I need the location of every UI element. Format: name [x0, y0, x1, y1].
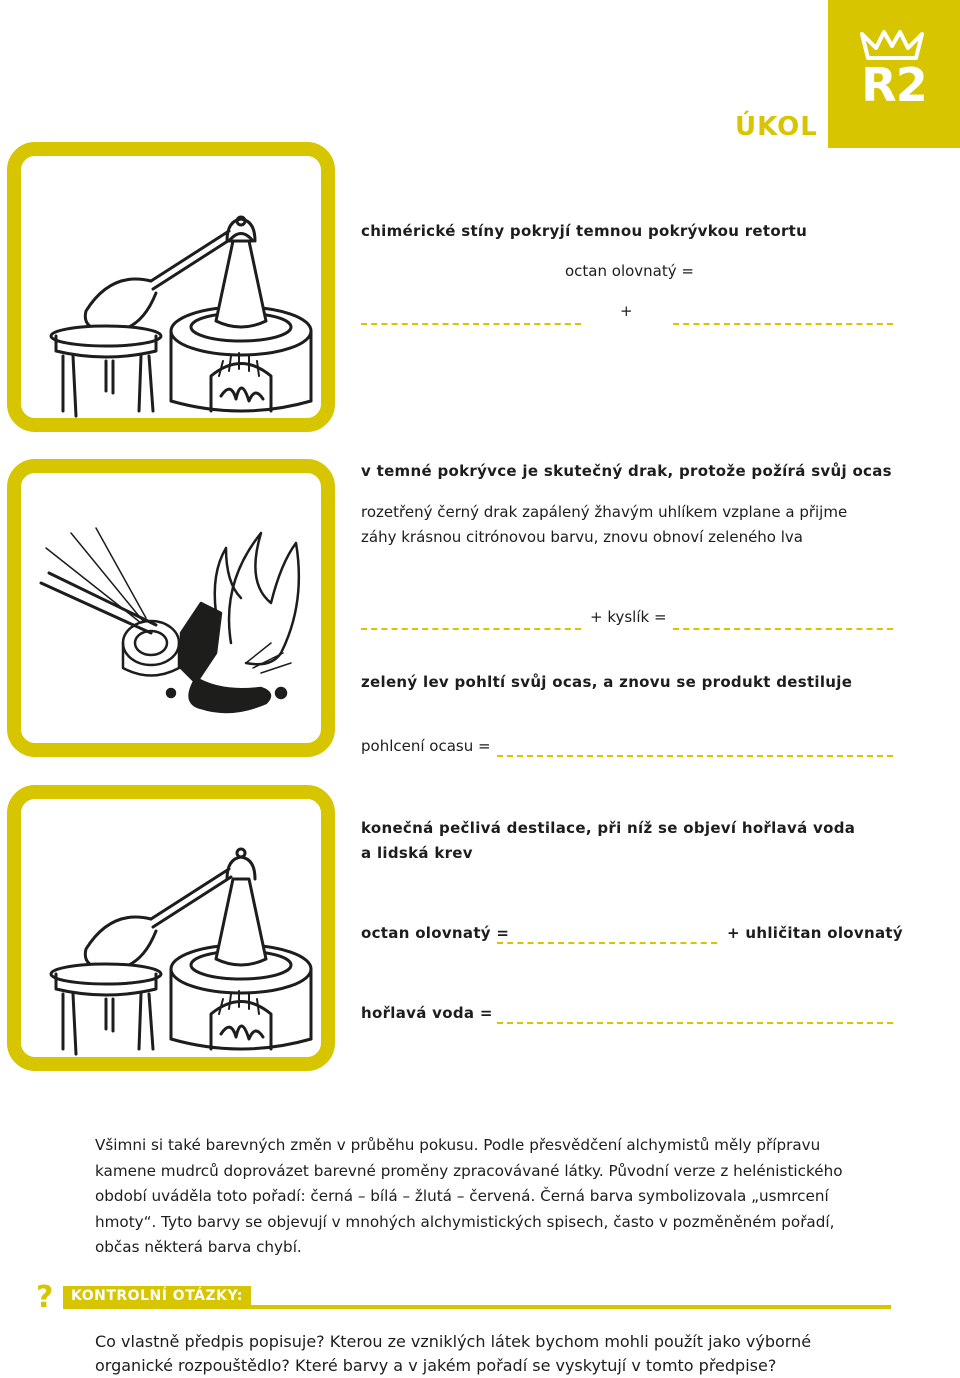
question-mark-icon: ? [36, 1280, 54, 1315]
blank-answer-3[interactable] [361, 628, 581, 630]
crown-icon [860, 28, 924, 62]
section3-heading-line2: a lidská krev [361, 844, 473, 862]
section3-heading-line1: konečná pečlivá destilace, při níž se objeví hořlavá voda [361, 819, 856, 837]
section2-description-line1: rozetřený černý drak zapálený žhavým uhlíkem vzplane a přijme [361, 503, 848, 521]
plus-sign: + [620, 302, 633, 320]
section1-equation-label: octan olovnatý = [565, 262, 694, 280]
burning-substance-illustration [31, 493, 331, 743]
section1-heading: chimérické stíny pokryjí temnou pokrývkou retortu [361, 222, 808, 240]
alembic-furnace-illustration-2 [41, 809, 321, 1059]
illustration-frame-1 [7, 142, 335, 432]
blank-answer-2[interactable] [673, 323, 893, 325]
blank-answer-5[interactable] [497, 755, 893, 757]
illustration-frame-3 [7, 785, 335, 1071]
section2-description-line2: záhy krásnou citrónovou barvu, znovu obnoví zeleného lva [361, 528, 803, 546]
illustration-frame-2 [7, 459, 335, 757]
section3-equation1-label: octan olovnatý = [361, 924, 510, 942]
blank-answer-6[interactable] [497, 942, 717, 944]
section2-equation2-label: pohlcení ocasu = [361, 737, 491, 755]
questions-text: Co vlastně předpis popisuje? Kterou ze vzniklých látek bychom mohli použít jako výborné organické rozpouštědlo? Které barvy a v jakém pořadí se vyskytují v tomto předpise? [95, 1332, 812, 1375]
section3-equation2-label: hořlavá voda = [361, 1004, 493, 1022]
questions-label: KONTROLNÍ OTÁZKY: [63, 1286, 251, 1307]
section2-heading2: zelený lev pohltí svůj ocas, a znovu se produkt destiluje [361, 673, 853, 691]
task-title: ÚKOL [735, 112, 818, 142]
badge-code: R2 [861, 58, 927, 112]
section2-heading: v temné pokrývce je skutečný drak, protože požírá svůj ocas [361, 462, 892, 480]
alembic-furnace-illustration [41, 171, 321, 421]
chapter-badge [828, 0, 960, 148]
section2-equation-middle: + kyslík = [590, 608, 667, 626]
blank-answer-1[interactable] [361, 323, 581, 325]
note-paragraph: Všimni si také barevných změn v průběhu pokusu. Podle přesvědčení alchymistů měly přípravu kamene mudrců doprovázet barevné proměny zpracovávané látky. Původní verze z helénistického období uváděla toto pořadí: černá – bílá – žlutá – červená. Černá barva symbolizovala „usmrcení hmoty“. Tyto barvy se objevují v mnohých alchymistických spisech, často v pozměněném pořadí, občas některá barva chybí. [95, 1136, 843, 1257]
blank-answer-4[interactable] [673, 628, 893, 630]
questions-divider [63, 1305, 891, 1309]
section3-equation1-right: + uhličitan olovnatý [727, 924, 903, 942]
blank-answer-7[interactable] [497, 1022, 893, 1024]
